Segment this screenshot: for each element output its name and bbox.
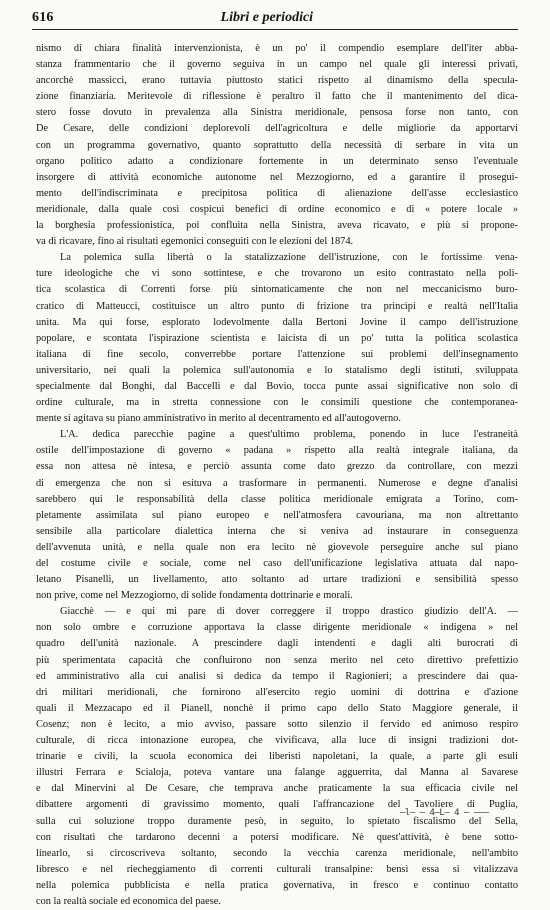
text-line: ancorchè massicci, erano tuttavia piuttosto statici rispetto al dinamismo della specula- bbox=[36, 75, 518, 87]
text-line: sulla cui soluzione troppo duramente pesò, in seguito, lo spietato fiscalismo del Sella, bbox=[36, 815, 518, 827]
text-line: quali il Mezzacapo ed il Pianell, nonchè il primo capo dello Stato Maggiore generale, il bbox=[36, 702, 518, 714]
text-line: quadro dell'unità nazionale. A prescindere dagli intendenti e dagli alti burocrati di bbox=[36, 638, 518, 650]
header-rule bbox=[32, 29, 518, 30]
text-line: di emergenza che non si esituva a trasformare in permanenti. Numerose e degne d'analisi bbox=[36, 477, 518, 489]
text-line: essa non attesa nè intesa, e perciò assunta come dato grezzo da controllare, con mezzi bbox=[36, 461, 518, 473]
text-line: sensibile alla particolare dialettica interna che si veniva ad instaurare in conseguenza bbox=[36, 525, 518, 537]
text-line: L'A. dedica parecchie pagine a quest'ultimo problema, ponendo in luce l'estraneità bbox=[60, 429, 518, 441]
text-line: trinarie e civili, la scuola economica dei liberisti napoletani, la quale, a parte gli esuli bbox=[36, 751, 518, 763]
text-line: Cosenz; non è lecito, a mio avviso, passare sotto silenzio il fervido ed animoso respiro bbox=[36, 718, 518, 730]
text-line: del costume civile e sociale, come nel caso dell'unificazione legislativa attuata dal napo- bbox=[36, 558, 518, 569]
running-head: Libri e periodici bbox=[220, 10, 314, 25]
text-line: De Cesare, delle condizioni deplorevoli dell'agricoltura e delle migliorie da apportarvi bbox=[36, 123, 518, 135]
text-line: specialmente dal Bonghi, dal Baccelli e dal Bovio, tocca punte assai significative non solo di bbox=[36, 380, 518, 392]
text-line: nismo di chiara finalità intervenzionista, è un po' il compendio esemplare dell'iter abba- bbox=[36, 43, 518, 54]
text-line: insorgere di attività economiche autonome nel Mezzogiorno, ed a garantire il prosegui- bbox=[36, 171, 518, 183]
text-line: linearlo, si circoscriveva soltanto, secondo la vecchia carenza meridionale, nell'ambito bbox=[36, 847, 518, 859]
text-line: cratico di Matteucci, costituisce un altro punto di frizione tra princìpi e realtà nell'Italia bbox=[36, 300, 518, 312]
paragraph bbox=[36, 427, 518, 604]
text-line: dell'avvenuta unità, e nella quale non era lecito nè giovevole perseguire anche sul piano bbox=[36, 541, 518, 553]
text-line: più sperimentata capacità che confluirono non senza merito nel ceto direttivo prefettizio bbox=[36, 654, 518, 666]
text-line: illustri Ferrara e Scialoja, poteva vantare una falange agguerrita, dal Manna al Savarese bbox=[36, 767, 518, 779]
text-line: va di ricavare, fino ai risultati egemonici conseguiti con le elezioni del 1874. bbox=[36, 236, 354, 248]
text-line: sarebbero qui le responsabilità della classe politica meridionale emigrata a Torino, com- bbox=[36, 493, 518, 505]
text-line: nella polemica pubblicista e nella pratica governativa, in fresco e continuo contatto bbox=[36, 879, 518, 891]
text-line: con risultati che tardarono decenni a potersi modificare. Nè quest'attività, è bene sotto- bbox=[36, 831, 518, 843]
text-line: dri militari meridionali, che fornirono all'esercito regio uomini di dottrina e d'azione bbox=[36, 686, 518, 698]
page-number: 616 bbox=[32, 10, 54, 25]
text-line: letano Pisanelli, un livellamento, atto soltanto ad urtare tradizioni e sensibilità spesso bbox=[36, 574, 518, 586]
body-text bbox=[36, 41, 518, 910]
text-line: ostile dell'impostazione di governo « padana » rispetto alla realtà integrale italiana, da bbox=[36, 445, 518, 457]
text-line: stero fosse dovuto in prevalenza alla Sinistra meridionale, pensosa forse non tanto, con bbox=[36, 107, 518, 119]
text-line: tica scolastica di Correnti forse più sintomaticamente che non nel meccanicismo buro- bbox=[36, 284, 518, 296]
page-header bbox=[32, 6, 518, 26]
text-line: dibattere argomenti di gravissimo momento, quali l'affrancazione del Tavoliere di Puglia, bbox=[36, 799, 518, 811]
footer-marks: —l— — 4—L— 4 — ——— bbox=[400, 808, 489, 818]
text-line: la borghesia professionistica, poi confluita nella Sinistra, aveva ricavato, e più si propone- bbox=[36, 220, 518, 232]
text-line: non solo ombre e corruzione apportava la classe dirigente meridionale « indigena » nel bbox=[36, 622, 518, 634]
text-line: zione finanziaria. Meritevole di riflessione è peraltro il fatto che il mantenimento del dica- bbox=[36, 91, 518, 103]
paragraph bbox=[36, 604, 518, 910]
text-line: e dal Minervini al De Cesare, che temprava anche praticamente la sua efficacia civile nel bbox=[36, 783, 518, 795]
text-line: pletamente assimilata sul piano europeo e nell'atmosfera cavouriana, ma non altrettanto bbox=[36, 509, 518, 521]
text-line: mente si agitava su piano amministrativo in merito al decentramento ed all'autogoverno. bbox=[36, 413, 401, 425]
text-line: La polemica sulla libertà o la statalizzazione dell'istruzione, con le fortissime vena- bbox=[60, 252, 518, 264]
text-line: culturale, di ricca intonazione europea, che vivificava, alla luce di insigni tradizioni dot- bbox=[36, 735, 518, 747]
text-line: con la realtà sociale ed economica del paese. bbox=[36, 895, 221, 907]
text-line: mento dell'indiscriminata e precipitosa politica di alienazione dell'asse ecclesiastico bbox=[36, 187, 518, 199]
text-line: unita. Ma qui forse, esplorato lodevolmente dalla Bertoni Jovine il campo dell'istruzione bbox=[36, 316, 518, 328]
paragraph bbox=[36, 250, 518, 427]
text-line: organo politico adatto a condizionare fortemente in un determinato senso l'eventuale bbox=[36, 155, 518, 167]
text-line: ordine culturale, ma in stretta connessione con le consimili questione che contemporanea- bbox=[36, 397, 518, 409]
text-line: libresco e nel riecheggiamento di correnti culturali transalpine: bensì essa si vitalizzava bbox=[36, 863, 518, 875]
paragraph bbox=[36, 41, 518, 250]
text-line: italiana di fine secolo, converrebbe portare l'attenzione sui problemi dell'insegnamento bbox=[36, 348, 518, 360]
text-line: meridionale, dalla quale così cospicui benefici di ordine economico e di « potere locale » bbox=[36, 203, 518, 215]
text-line: non prive, come nel Mezzogiorno, di solide fondamenta dottrinarie e morali. bbox=[36, 590, 353, 602]
text-line: universitario, nei quali la polemica sull'autonomia e lo statalismo degli istituti, sviluppata bbox=[36, 364, 518, 376]
text-line: con un programma governativo, quanto soprattutto della necessità di serbare in vita un bbox=[36, 139, 518, 151]
text-line: Giacchè — e qui mi pare di dover correggere il troppo drastico giudizio dell'A. — bbox=[60, 606, 518, 618]
text-line: stanza frammentario che il governo seguiva in un campo nel quale gli interessi privati, bbox=[36, 59, 518, 71]
text-line: ed amministrativo alla cui analisi si dedica da tempo il Ragionieri; a prescindere dai qua- bbox=[36, 670, 518, 682]
text-line: ture ideologiche che vi sono sottintese, e che trovarono un esito contrastato nella poli- bbox=[36, 268, 518, 280]
text-line: popolare, e scontata l'ispirazione scientista e laicista di un po' tutta la politica scolastica bbox=[36, 332, 518, 344]
